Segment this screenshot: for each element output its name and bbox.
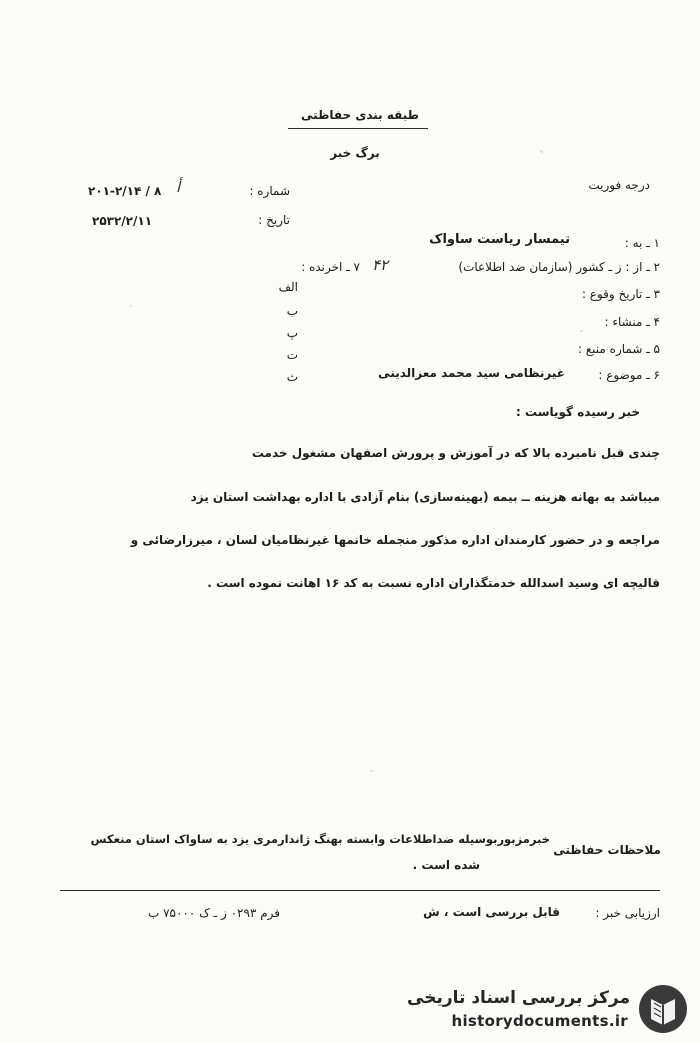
number-label: شماره :: [249, 184, 290, 198]
footer-divider: [60, 890, 660, 891]
evaluation-value: قابل بررسی است ، ش: [423, 905, 560, 919]
from-code-handwritten: ۴۲: [372, 256, 389, 274]
body-line: میباشد به بهانه هزینه ــ بیمه (بهینه‌سازی) بنام آزادی با اداره بهداشت استان یزد: [190, 490, 660, 504]
subject-label: ۶ ـ موضوع :: [598, 368, 660, 382]
grade-letter: ث: [286, 370, 298, 384]
grade-letter: ب: [286, 304, 298, 318]
watermark-url: historydocuments.ir: [451, 1012, 628, 1030]
body-line: مراجعه و در حضور کارمندان اداره مذکور منجمله خانمها غیرنظامیان لسان ، میرزارضائی و: [130, 533, 660, 547]
date-of-event-label: ۳ ـ تاریخ وقوع :: [581, 287, 660, 301]
classification-underline: [288, 128, 428, 129]
form-code: فرم ۰۲۹۳ ز ـ ک ۷۵۰۰۰ ب: [147, 906, 280, 920]
grade-letter: ت: [286, 348, 298, 362]
number-value: ۲۰۱-۲/۱۴ / ۸: [88, 184, 162, 198]
to-label: ۱ ـ به :: [624, 236, 660, 250]
watermark-title: مرکز بررسی اسناد تاریخی: [407, 988, 630, 1008]
subject-value: غیرنظامی سید محمد معزالدینی: [378, 366, 565, 380]
evaluation-label: ارزیابی خبر :: [595, 906, 660, 920]
notes-line: شده است .: [412, 858, 480, 872]
notes-label: ملاحظات حفاظتی: [553, 843, 661, 857]
date-label: تاریخ :: [258, 213, 290, 227]
classification-title: طبقه بندی حفاظتی: [301, 108, 419, 122]
body-line: چندی قبل نامبرده بالا که در آموزش و پرورش اصفهان مشغول خدمت: [251, 446, 660, 460]
date-value: ۲۵۳۲/۲/۱۱: [92, 214, 153, 228]
notes-line: خبرمزبوربوسیله ضداطلاعات وابسته بهنگ ژاندارمری یزد به ساواک استان منعکس: [90, 832, 550, 846]
grade-letter: پ: [286, 326, 298, 340]
report-heading: خبر رسیده گویاست :: [516, 405, 640, 419]
number-handwritten-mark: أ: [176, 178, 181, 196]
grade-letter: الف: [278, 280, 298, 294]
body-line: قالیچه ای وسید اسدالله خدمتگذاران اداره نسبت به کد ۱۶ اهانت نموده است .: [207, 576, 660, 590]
book-logo-icon: [637, 983, 689, 1035]
document-number-label: ۵ ـ شماره منبع :: [577, 342, 660, 356]
scan-speck: [540, 150, 543, 153]
urgency-label: درجه فوریت: [588, 178, 650, 192]
scan-speck: [370, 770, 373, 772]
scan-speck: [130, 305, 132, 307]
from-label: ۲ ـ از : ز ـ کشور (سازمان ضد اطلاعات): [458, 260, 660, 274]
form-title: برگ خبر: [330, 146, 380, 160]
scan-speck: [580, 330, 583, 332]
origin-label: ۴ ـ منشاء :: [604, 315, 660, 329]
to-value: تیمسار ریاست ساواک: [429, 232, 570, 247]
source-label: ۷ ـ اخرنده :: [301, 260, 360, 274]
